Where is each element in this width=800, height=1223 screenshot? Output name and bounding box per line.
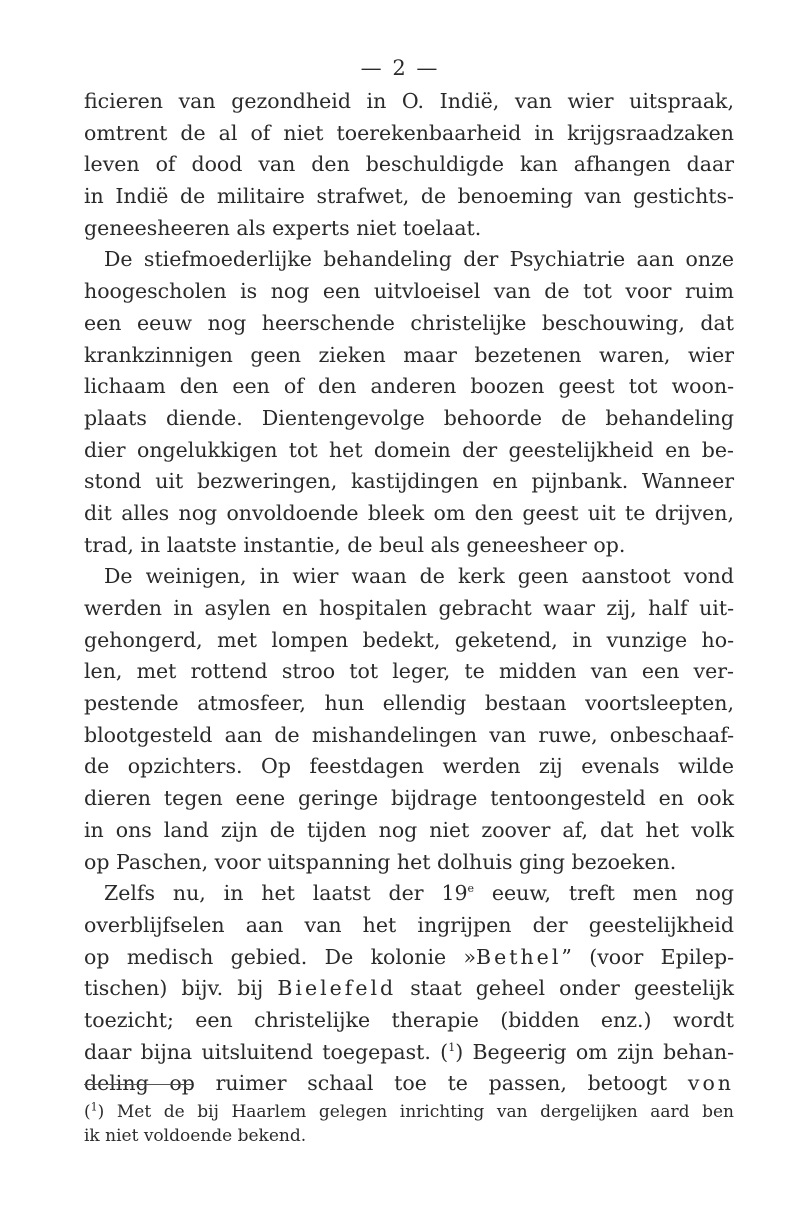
text-line: trad, in laatste instantie, de beul als geneesheer op. [84,532,626,557]
text-line: hoogescholen is nog een uitvloeisel van de tot voor ruim [84,279,734,304]
text-line: De stiefmoederlijke behandeling der Psychiatrie aan onze [104,247,734,272]
text-line: in Indië de militaire strafwet, de benoeming van gestichts- [84,184,734,209]
text-line: dit alles nog onvoldoende bleek om den geest uit te drijven, [84,500,734,525]
text-line: ficieren van gezondheid in O. Indië, van wier uitspraak, [84,89,734,113]
footnote-marker: 1 [90,1100,98,1114]
text-line: toezicht; een christelijke therapie (bidden enz.) wordt [84,1007,734,1032]
text-line: dieren tegen eene geringe bijdrage tentoongesteld en ook [84,786,734,811]
footnote-line: ik niet voldoende bekend. [84,1126,307,1146]
text-line: blootgesteld aan de mishandelingen van ruwe, onbeschaaf- [84,722,734,747]
text-line: in ons land zijn de tijden nog niet zoover af, dat het volk [84,817,734,842]
text-line: de opzichters. Op feestdagen werden zij evenals wilde [84,754,734,779]
text-line: omtrent de al of niet toerekenbaarheid in krijgsraadzaken [84,120,734,145]
spaced-name: Bielefeld [277,976,397,1001]
text-line: daar bijna uitsluitend toegepast. ($^1$) Begeerig om zijn behan- [84,1039,734,1064]
text-line: dier ongelukkigen tot het domein der geestelijkheid en be- [84,437,734,462]
footnote-divider [84,1084,192,1085]
superscript: e [467,882,475,896]
spaced-name: Bethel [476,944,562,969]
text-line: len, met rottend stroo tot leger, te midden van een ver- [84,659,734,684]
text-line: krankzinnigen geen zieken maar bezetenen waren, wier [84,342,734,367]
text-line: deling op ruimer schaal toe te passen, betoogt von [84,1071,734,1096]
text-line: leven of dood van den beschuldigde kan afhangen daar [84,152,734,177]
footnote-reference: 1 [448,1040,456,1054]
text-line: een eeuw nog heerschende christelijke beschouwing, dat [84,310,734,335]
footnote [84,1100,734,1148]
text-line: geneesheeren als experts niet toelaat. [84,215,482,240]
text-line: op medisch gebied. De kolonie »Bethel” (voor Epilep- [84,944,734,969]
text-line: plaats diende. Dientengevolge behoorde de behandeling [84,405,734,430]
text-line: op Paschen, voor uitspanning het dolhuis ging bezoeken. [84,849,677,874]
text-line: lichaam den een of den anderen boozen geest tot woon- [84,374,734,399]
text-line: overblijfselen aan van het ingrijpen der geestelijkheid [84,912,734,937]
text-line: stond uit bezweringen, kastijdingen en pijnbank. Wanneer [84,469,734,494]
text-line: werden in asylen en hospitalen gebracht waar zij, half uit- [84,596,734,620]
body-text [84,86,734,1100]
text-line: De weinigen, in wier waan de kerk geen aanstoot vond [104,564,734,589]
page-number: — 2 — [360,56,440,80]
text-line: Zelfs nu, in het laatst der 19e eeuw, treft men nog [104,881,734,906]
footnote-line: ($^1$) Met de bij Haarlem gelegen inrichting van dergelijken aard ben [84,1100,734,1122]
text-line: pestende atmosfeer, hun ellendig bestaan voortsleepten, [84,691,734,716]
text-line: gehongerd, met lompen bedekt, geketend, in vunzige ho- [84,627,734,652]
spaced-name: von [687,1071,734,1096]
text-line: tischen) bijv. bij Bielefeld staat geheel onder geestelijk [84,976,734,1001]
